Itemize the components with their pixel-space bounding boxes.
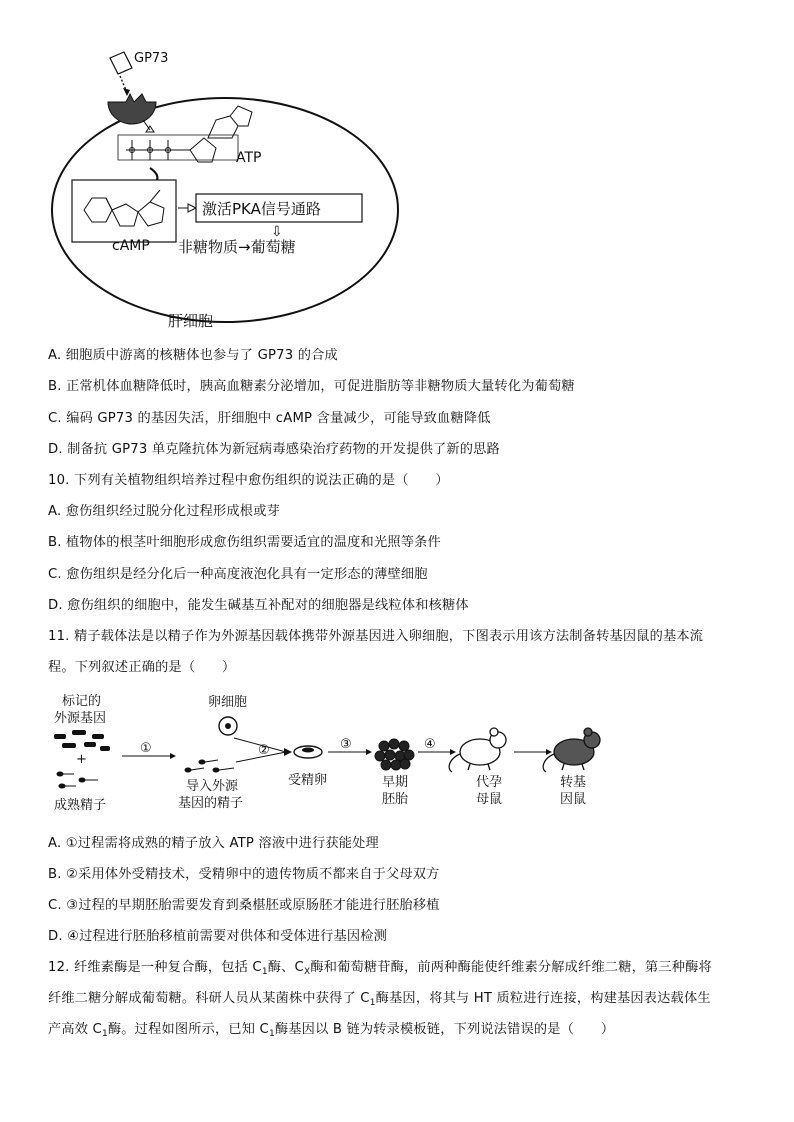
plus-sign: + (76, 752, 87, 767)
q12-stem-line1: 12. 纤维素酶是一种复合酶，包括 $C_1$酶、$C_X$酶和葡萄糖苷酶，前两种酶能使纤维素分解成纤维二糖，第三种酶将 (48, 960, 712, 977)
transgenic-label-2: 因鼠 (560, 792, 587, 807)
q11-option-c: C. ③过程的早期胚胎需要发育到桑椹胚或原肠胚才能进行胚胎移植 (48, 898, 440, 913)
surrogate-label-1: 代孕 (476, 775, 503, 790)
q9-option-a: A. 细胞质中游离的核糖体也参与了 GP73 的合成 (48, 348, 338, 363)
pka-pathway-label: 激活PKA信号通路 (202, 200, 321, 218)
step4-label: ④ (424, 737, 436, 752)
q10-stem: 10. 下列有关植物组织培养过程中愈伤组织的说法正确的是（ ） (48, 473, 449, 488)
sperm-icons (57, 772, 98, 788)
zygote-label: 受精卵 (288, 773, 328, 788)
atp-label: ATP (236, 150, 262, 166)
q12-stem-line2: 纤维二糖分解成葡萄糖。科研人员从某菌株中获得了 $C_1$酶基因，将其与 HT 质粒进行连接，构建基因表达载体生 (48, 991, 711, 1008)
step1-label: ① (140, 741, 152, 756)
step2-label: ② (258, 743, 270, 758)
surrogate-label-2: 母鼠 (476, 792, 503, 807)
q10-option-b: B. 植物体的根茎叶细胞形成愈伤组织需要适宜的温度和光照等条件 (48, 535, 441, 550)
surrogate-mouse-icon (449, 728, 506, 772)
early-embryo-icon (375, 739, 414, 770)
egg-label: 卵细胞 (208, 695, 248, 710)
down-arrow: ⇩ (271, 224, 283, 240)
loaded-sperm-label-1: 导入外源 (186, 779, 239, 794)
camp-label: cAMP (112, 238, 150, 254)
embryo-label-2: 胚胎 (382, 792, 409, 807)
gp73-ligand-icon (110, 52, 132, 74)
transgenic-label-1: 转基 (560, 775, 587, 790)
q10-option-d: D. 愈伤组织的细胞中，能发生碱基互补配对的细胞器是线粒体和核糖体 (48, 598, 469, 613)
q10-option-a: A. 愈伤组织经过脱分化过程形成根或芽 (48, 504, 280, 519)
gene-label-2: 外源基因 (54, 711, 107, 726)
embryo-label-1: 早期 (382, 775, 409, 790)
liver-cell-diagram (40, 40, 440, 340)
q10-option-c: C. 愈伤组织是经分化后一种高度液泡化具有一定形态的薄壁细胞 (48, 567, 428, 582)
transgenic-mouse-diagram (40, 688, 610, 818)
q12-stem-line3: 产高效 $C_1$酶。过程如图所示，已知 $C_1$酶基因以 B 链为转录模板链，下列说法错误的是（ ） (48, 1022, 615, 1039)
camp-box (72, 180, 176, 242)
q11-option-a: A. ①过程需将成熟的精子放入 ATP 溶液中进行获能处理 (48, 836, 379, 851)
conversion-label: 非糖物质→葡萄糖 (178, 238, 296, 256)
q9-option-c: C. 编码 GP73 的基因失活，肝细胞中 cAMP 含量减少，可能导致血糖降低 (48, 411, 491, 426)
gp73-label: GP73 (134, 51, 169, 66)
transgenic-mouse-icon (543, 728, 600, 772)
cell-caption: 肝细胞 (168, 312, 214, 330)
q9-option-d: D. 制备抗 GP73 单克隆抗体为新冠病毒感染治疗药物的开发提供了新的思路 (48, 442, 500, 457)
q11-option-b: B. ②采用体外受精技术，受精卵中的遗传物质不都来自于父母双方 (48, 867, 440, 882)
gene-label-1: 标记的 (62, 694, 102, 709)
q11-stem-line1: 11. 精子载体法是以精子作为外源基因载体携带外源基因进入卵细胞，下图表示用该方法制备转基因鼠的基本流 (48, 629, 704, 644)
sperm-label: 成熟精子 (54, 798, 107, 813)
receptor-icon (108, 94, 156, 124)
q9-option-b: B. 正常机体血糖降低时，胰高血糖素分泌增加，可促进脂肪等非糖物质大量转化为葡萄糖 (48, 379, 575, 394)
step3-label: ③ (340, 737, 352, 752)
q11-option-d: D. ④过程进行胚胎移植前需要对供体和受体进行基因检测 (48, 929, 388, 944)
gene-fragments-icon (54, 730, 110, 751)
loaded-sperm-icons (185, 760, 234, 772)
q11-stem-line2: 程。下列叙述正确的是（ ） (48, 660, 236, 675)
loaded-sperm-label-2: 基因的精子 (178, 796, 244, 811)
